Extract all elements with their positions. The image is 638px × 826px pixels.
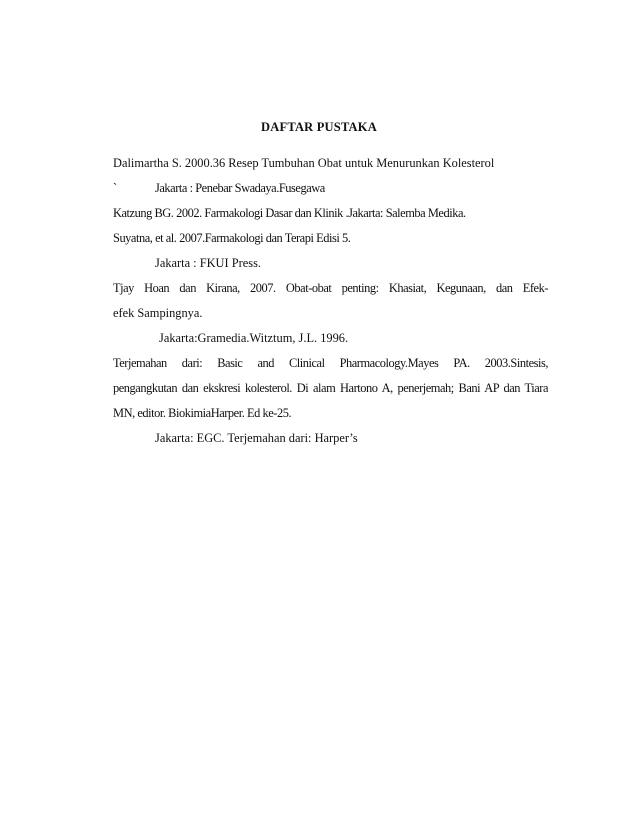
reference-line: Dalimartha S. 2000.36 Resep Tumbuhan Obat untuk Menurunkan Kolesterol bbox=[113, 156, 495, 170]
reference-line: Terjemahan dari: Basic and Clinical Pharmacology.Mayes PA. 2003.Sintesis, bbox=[113, 356, 548, 370]
reference-line: MN, editor. BiokimiaHarper. Ed ke-25. bbox=[113, 406, 292, 420]
reference-line: Jakarta : FKUI Press. bbox=[155, 256, 261, 270]
reference-list bbox=[113, 154, 548, 454]
reference-line: pengangkutan dan ekskresi kolesterol. Di alam Hartono A, penerjemah; Bani AP dan Tiara bbox=[113, 381, 548, 395]
reference-line-text: Jakarta : Penebar Swadaya.Fusegawa bbox=[155, 181, 325, 195]
reference-line bbox=[113, 179, 548, 204]
reference-line: Tjay Hoan dan Kirana, 2007. Obat-obat penting: Khasiat, Kegunaan, dan Efek- bbox=[113, 281, 548, 295]
page-title: DAFTAR PUSTAKA bbox=[261, 120, 377, 134]
reference-line: Suyatna, et al. 2007.Farmakologi dan Terapi Edisi 5. bbox=[113, 231, 351, 245]
reference-line: Jakarta: EGC. Terjemahan dari: Harper’s bbox=[155, 431, 358, 445]
reference-line: efek Sampingnya. bbox=[113, 306, 203, 320]
backtick-mark: ` bbox=[113, 181, 118, 195]
reference-line: Jakarta:Gramedia.Witztum, J.L. 1996. bbox=[159, 331, 349, 345]
reference-line: Katzung BG. 2002. Farmakologi Dasar dan Klinik .Jakarta: Salemba Medika. bbox=[113, 206, 466, 220]
